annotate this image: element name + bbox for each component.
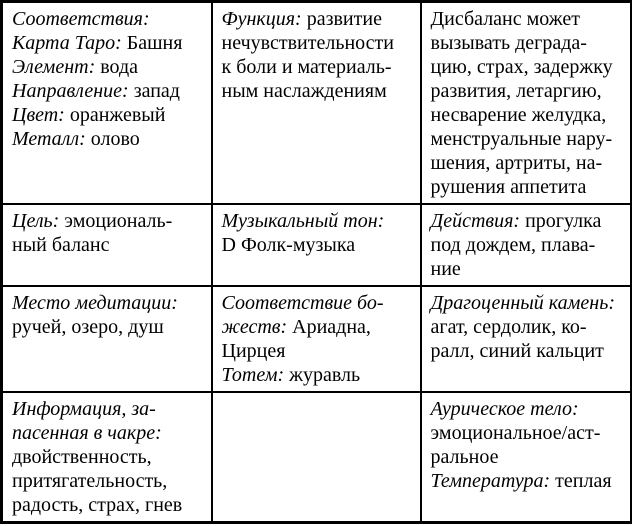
cell-text-segment: рушения аппетита bbox=[430, 176, 587, 198]
cell-text-segment: Цирцея bbox=[221, 340, 286, 362]
cell-text-segment: под дождем, плава- bbox=[430, 234, 596, 256]
cell-text-segment: ние bbox=[430, 258, 461, 280]
cell-text-segment: Температура: bbox=[430, 470, 551, 492]
cell-text-segment: эмоциональ- bbox=[59, 210, 173, 232]
cell-auric-body-temperature bbox=[421, 392, 632, 523]
cell-imbalance-effects bbox=[421, 2, 632, 205]
cell-text-segment: Соответствие бо- bbox=[221, 292, 384, 314]
cell-text-segment: Карта Таро: bbox=[12, 32, 122, 54]
cell-text-segment: Металл: bbox=[12, 128, 86, 150]
cell-text-segment: вызывать деграда- bbox=[430, 32, 587, 54]
cell-text-segment: притягательность, bbox=[12, 470, 168, 492]
table-row bbox=[2, 2, 632, 205]
cell-text-segment: ручей, озеро, душ bbox=[12, 316, 164, 338]
cell-text-segment: олово bbox=[85, 128, 140, 150]
cell-text-segment: эмоциональное/аст- bbox=[430, 422, 601, 444]
cell-text-segment: Соответствия: bbox=[12, 8, 150, 30]
cell-actions bbox=[421, 204, 632, 286]
cell-text-segment: цию, страх, задержку bbox=[430, 56, 613, 78]
cell-text-segment: Функция: bbox=[221, 8, 302, 30]
cell-text-segment: оранжевый bbox=[64, 104, 166, 126]
cell-text-segment: нечувствительности bbox=[221, 32, 394, 54]
cell-text-segment: Ариадна, bbox=[287, 316, 371, 338]
cell-text-segment: Дисбаланс может bbox=[430, 8, 580, 30]
cell-musical-tone bbox=[212, 204, 421, 286]
cell-empty bbox=[212, 392, 421, 523]
cell-text-segment: теплая bbox=[550, 470, 612, 492]
cell-text-segment: двойственность, bbox=[12, 446, 152, 468]
cell-deities-totem bbox=[212, 286, 421, 392]
cell-text-segment: агат, сердолик, ко- bbox=[430, 316, 587, 338]
cell-text-segment: пасенная в чакре: bbox=[12, 422, 162, 444]
cell-text-segment: Тотем: bbox=[221, 364, 285, 386]
cell-text-segment: D Фолк-музыка bbox=[221, 234, 356, 256]
cell-text-segment: ральное bbox=[430, 446, 499, 468]
cell-text-segment: Цвет: bbox=[12, 104, 65, 126]
cell-text-segment: Направление: bbox=[12, 80, 129, 102]
cell-goal bbox=[2, 204, 212, 286]
table-row bbox=[2, 204, 632, 286]
cell-text-segment: Место медитации: bbox=[12, 292, 178, 314]
cell-text-segment: Музыкальный тон: bbox=[221, 210, 385, 232]
cell-text-segment: развития, летаргию, bbox=[430, 80, 602, 102]
cell-text-segment: менструальные нару- bbox=[430, 128, 613, 150]
cell-text-segment: вода bbox=[95, 56, 139, 78]
cell-text-segment: Башня bbox=[121, 32, 183, 54]
table-row bbox=[2, 286, 632, 392]
cell-text-segment: журавль bbox=[284, 364, 361, 386]
cell-text-segment: Информация, за- bbox=[12, 398, 156, 420]
cell-text-segment: запад bbox=[128, 80, 180, 102]
cell-text-segment: Элемент: bbox=[12, 56, 96, 78]
cell-text-segment: Драгоценный камень: bbox=[430, 292, 615, 314]
cell-chakra-information bbox=[2, 392, 212, 523]
table-row bbox=[2, 392, 632, 523]
cell-text-segment: ным наслаждениям bbox=[221, 80, 387, 102]
cell-text-segment: ралл, синий кальцит bbox=[430, 340, 604, 362]
cell-meditation-place bbox=[2, 286, 212, 392]
cell-text-segment: Действия: bbox=[430, 210, 521, 232]
cell-text-segment: развитие bbox=[301, 8, 382, 30]
cell-text-segment: несварение желудка, bbox=[430, 104, 607, 126]
cell-text-segment: Цель: bbox=[12, 210, 60, 232]
cell-text-segment: ный баланс bbox=[12, 234, 110, 256]
cell-function bbox=[212, 2, 421, 205]
cell-text-segment: радость, страх, гнев bbox=[12, 494, 183, 516]
cell-text-segment: жеств: bbox=[221, 316, 288, 338]
cell-text-segment: шения, артриты, на- bbox=[430, 152, 603, 174]
cell-text-segment: Аурическое тело: bbox=[430, 398, 579, 420]
cell-text-segment: прогулка bbox=[520, 210, 602, 232]
cell-text-segment: к боли и материаль- bbox=[221, 56, 392, 78]
cell-correspondences bbox=[2, 2, 212, 205]
cell-gemstones bbox=[421, 286, 632, 392]
